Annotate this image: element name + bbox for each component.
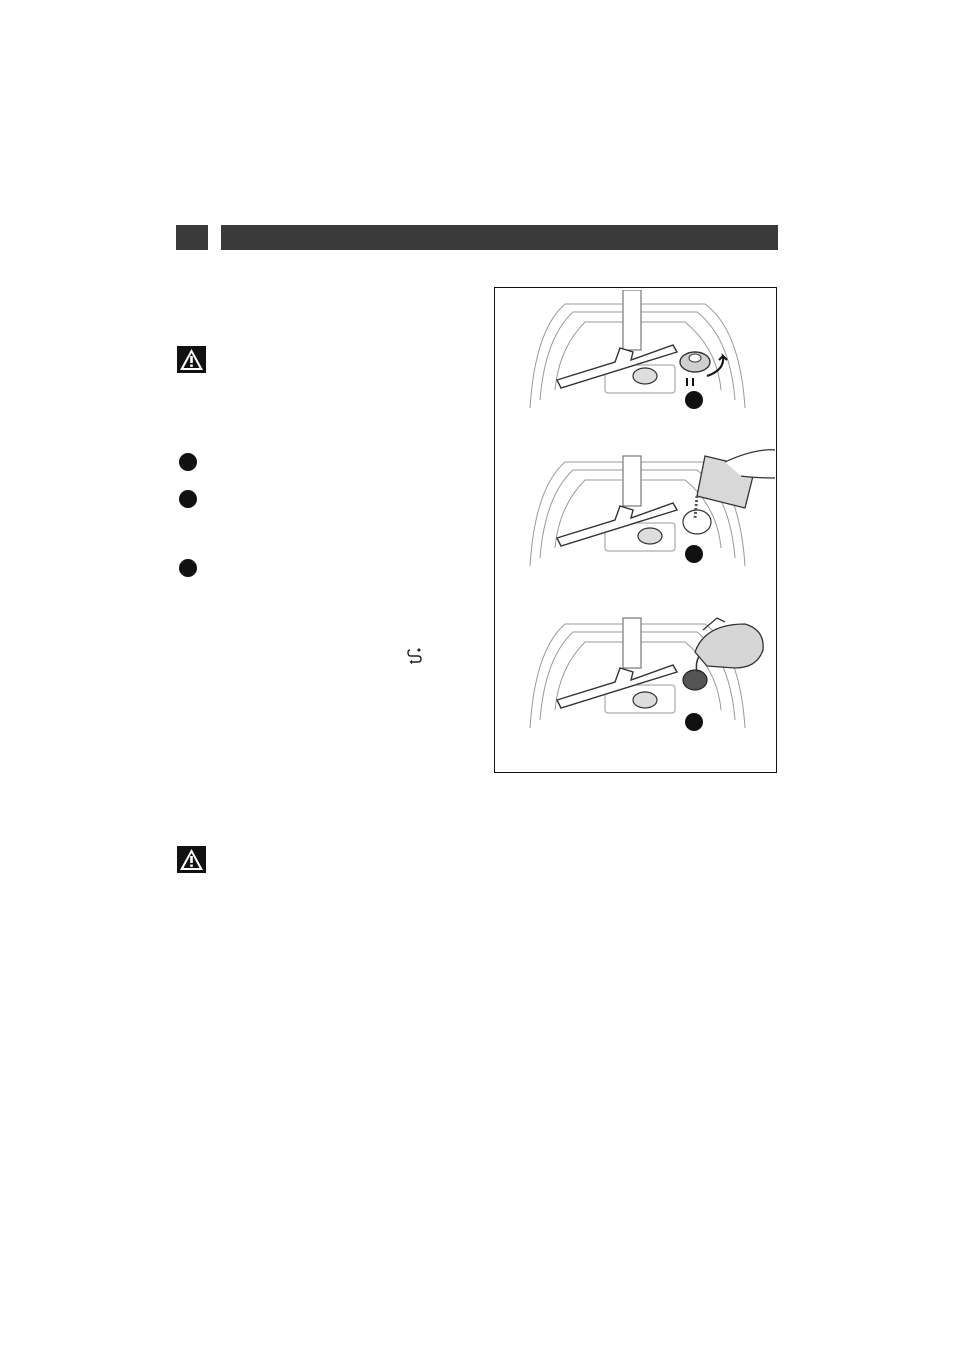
figure-panel-pour-salt xyxy=(495,448,775,598)
figure-panel-unscrew-cap xyxy=(495,290,775,440)
warning-triangle-icon xyxy=(177,346,206,373)
warning-triangle-icon xyxy=(177,846,206,873)
step-marker-panel-2 xyxy=(685,545,703,563)
step-marker-1 xyxy=(179,453,197,471)
step-marker-2 xyxy=(179,490,197,508)
salt-refill-figure xyxy=(494,287,777,773)
step-marker-panel-1 xyxy=(685,391,703,409)
section-title-bar xyxy=(221,225,778,250)
figure-panel-pour-water xyxy=(495,610,775,760)
page-number-tab xyxy=(176,225,208,250)
rinse-aid-icon xyxy=(405,646,425,666)
step-marker-panel-3 xyxy=(685,713,703,731)
step-marker-3 xyxy=(179,559,197,577)
